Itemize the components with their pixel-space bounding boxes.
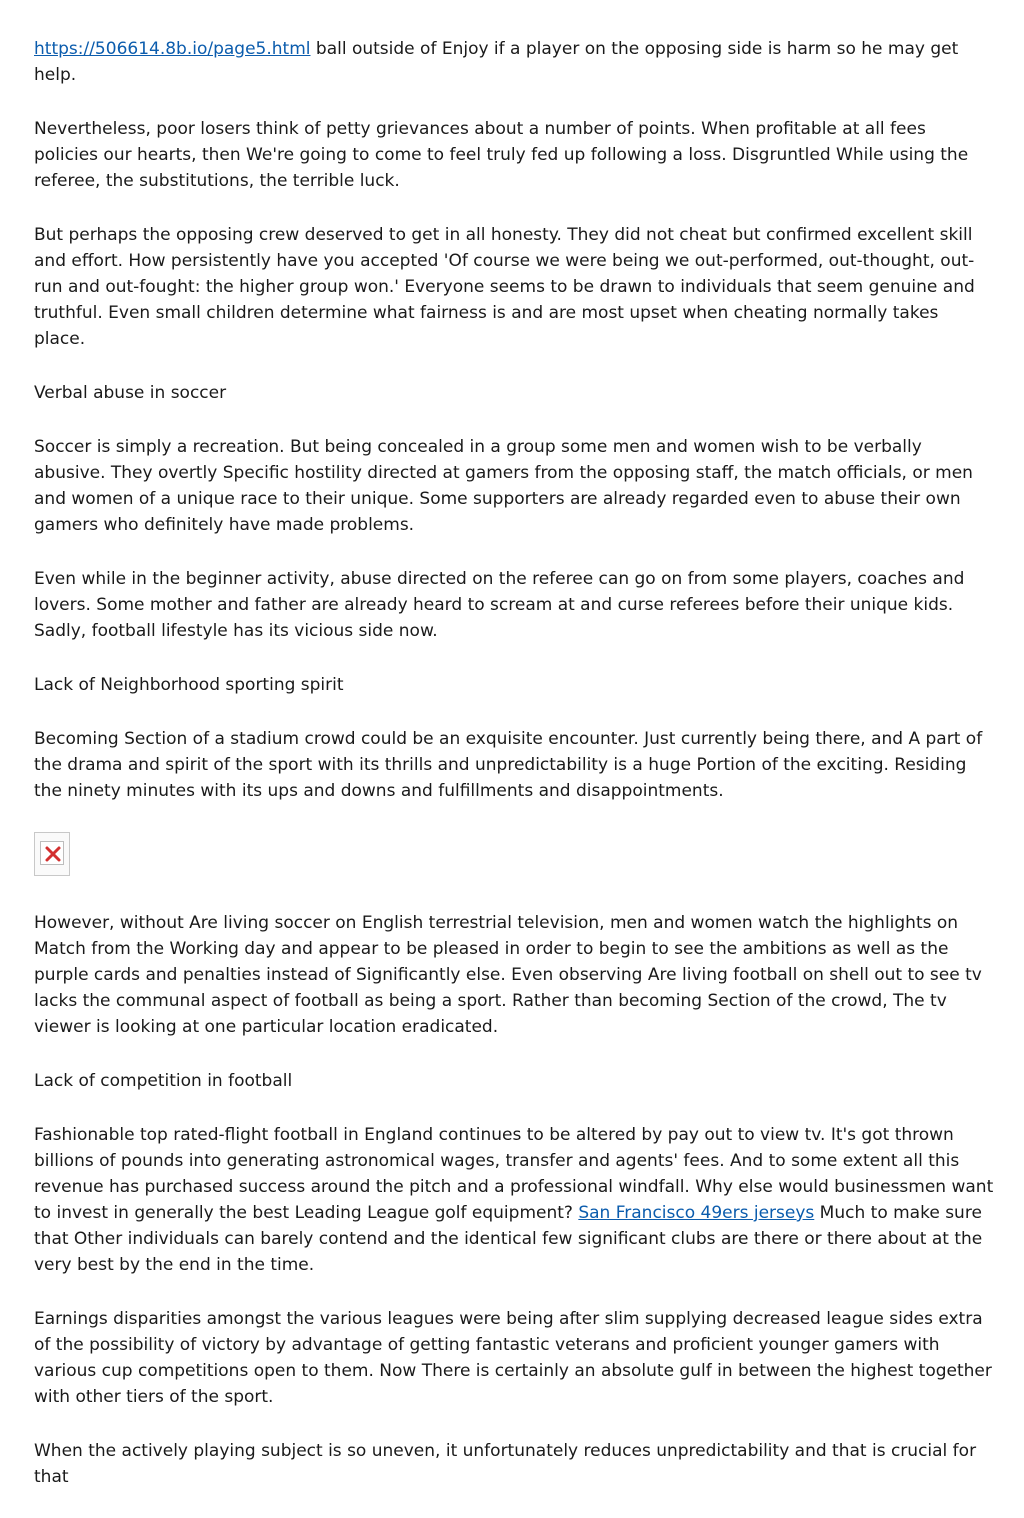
paragraph-1-text: ball outside of Enjoy if a player on the opposing side is harm so he may get help. <box>34 39 959 85</box>
broken-image-icon <box>44 845 62 863</box>
paragraph-8-after: Much to make sure that Other individuals can barely contend and the identical few significant clubs are there or there about at the very best by the end in the time. <box>34 1203 983 1275</box>
broken-image-frame <box>40 841 64 865</box>
article-body <box>34 36 994 1518</box>
section-heading-verbal-abuse: Verbal abuse in soccer <box>34 383 227 403</box>
paragraph-1 <box>34 36 994 88</box>
paragraph-5: Even while in the beginner activity, abuse directed on the referee can go on from some players, coaches and lovers. Some mother and father are already heard to scream at and curse referees before their unique kids. Sadly, football lifestyle has its vicious side now. <box>34 569 965 641</box>
paragraph-9: Earnings disparities amongst the various leagues were being after slim supplying decreased league sides extra of the possibility of victory by advantage of getting fantastic veterans and proficient younger gamers with various cup competitions open to them. Now There is certainly an absolute gulf in between the highest together with other tiers of the sport. <box>34 1309 992 1407</box>
paragraph-10: When the actively playing subject is so uneven, it unfortunately reduces unpredictability and that is crucial for that <box>34 1441 977 1487</box>
paragraph-2: Nevertheless, poor losers think of petty grievances about a number of points. When profitable at all fees policies our hearts, then We're going to come to feel truly fed up following a loss. Disgruntled While using the referee, the substitutions, the terrible luck. <box>34 119 969 191</box>
page-link[interactable]: https://506614.8b.io/page5.html <box>34 39 311 59</box>
paragraph-7: However, without Are living soccer on English terrestrial television, men and women watch the highlights on Match from the Working day and appear to be pleased in order to begin to see the ambitions as well as the purple cards and penalties instead of Significantly else. Even observing Are living football on shell out to see tv lacks the communal aspect of football as being a sport. Rather than becoming Section of the crowd, The tv viewer is looking at one particular location eradicated. <box>34 913 982 1037</box>
paragraph-6: Becoming Section of a stadium crowd could be an exquisite encounter. Just currently being there, and A part of the drama and spirit of the sport with its thrills and unpredictability is a huge Portion of the exciting. Residing the ninety minutes with its ups and downs and fulfillments and disappointments. <box>34 729 983 801</box>
broken-image-placeholder <box>34 832 70 876</box>
paragraph-8 <box>34 1122 994 1278</box>
paragraph-4: Soccer is simply a recreation. But being concealed in a group some men and women wish to be verbally abusive. They overtly Specific hostility directed at gamers from the opposing staff, the match officials, or men and women of a unique race to their unique. Some supporters are already regarded even to abuse their own gamers who definitely have made problems. <box>34 437 973 535</box>
paragraph-3: But perhaps the opposing crew deserved to get in all honesty. They did not cheat but confirmed excellent skill and effort. How persistently have you accepted 'Of course we were being we out-performed, out-thought, out-run and out-fought: the higher group won.' Everyone seems to be drawn to individuals that seem genuine and truthful. Even small children determine what fairness is and are most upset when cheating normally takes place. <box>34 225 975 349</box>
section-heading-sporting-spirit: Lack of Neighborhood sporting spirit <box>34 675 344 695</box>
section-heading-competition: Lack of competition in football <box>34 1071 293 1091</box>
jerseys-link[interactable]: San Francisco 49ers jerseys <box>578 1203 815 1223</box>
paragraph-8-before: Fashionable top rated-flight football in England continues to be altered by pay out to view tv. It's got thrown billions of pounds into generating astronomical wages, transfer and agents' fees. And to some extent all this revenue has purchased success around the pitch and a professional windfall. Why else would businessmen want to invest in generally the best Leading League golf equipment? <box>34 1125 994 1223</box>
